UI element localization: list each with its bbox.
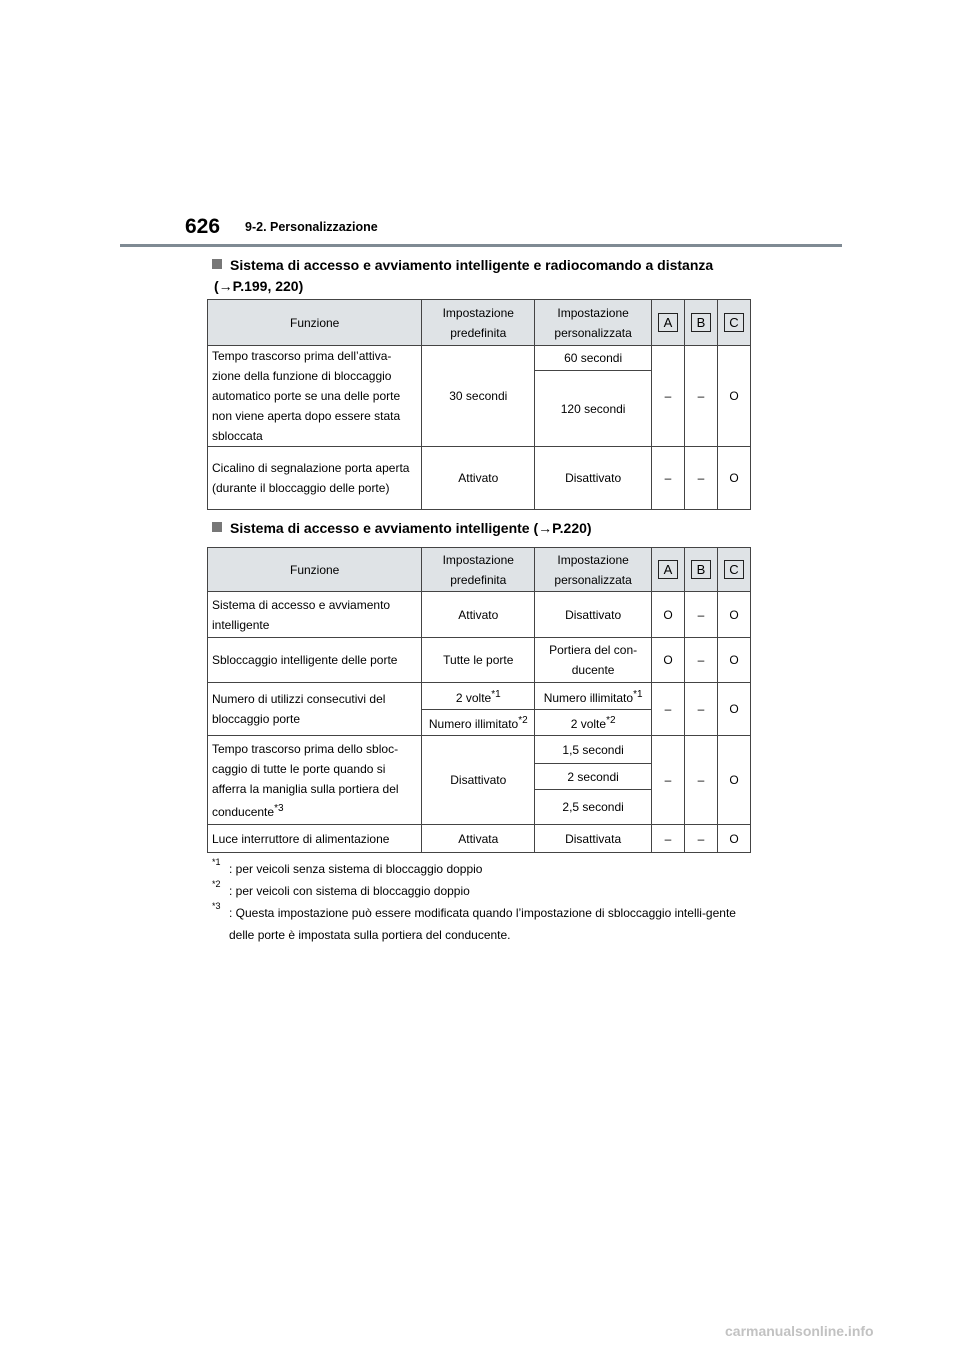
section2-heading bbox=[212, 518, 592, 539]
footnotes bbox=[212, 858, 752, 946]
row-custom: 2 volte$^{*2}$ bbox=[535, 710, 652, 736]
col-a: A bbox=[652, 300, 685, 346]
row-default: Attivato bbox=[422, 592, 535, 638]
row-custom: Portiera del con-ducente bbox=[535, 638, 652, 683]
row-function: Tempo trascorso prima dello sbloc-caggio di tutte le porte quando si afferra la maniglia sulla portiera del conducente$^{*3}$ bbox=[208, 736, 422, 825]
col-b: B bbox=[685, 300, 718, 346]
row-b: – bbox=[685, 447, 718, 510]
section1-title-line2: (→P.199, 220) bbox=[214, 278, 304, 294]
row-custom: 2,5 secondi bbox=[535, 790, 652, 825]
settings-table-1 bbox=[207, 299, 751, 510]
row-b: – bbox=[685, 736, 718, 825]
col-a: A bbox=[652, 548, 685, 592]
col-default: Impostazione predefinita bbox=[422, 548, 535, 592]
row-default: Numero illimitato$^{*2}$ bbox=[422, 710, 535, 736]
section2-title: Sistema di accesso e avviamento intelligente (→P.220) bbox=[230, 520, 592, 536]
table-header bbox=[208, 548, 751, 592]
row-a: – bbox=[652, 346, 685, 447]
row-custom: 60 secondi bbox=[535, 346, 652, 371]
footnote: *3 : Questa impostazione può essere modificata quando l’impostazione di sbloccaggio intelli-gente delle porte è impostata sulla portiera del conducente. bbox=[212, 901, 736, 942]
section1-title-line1: Sistema di accesso e avviamento intelligente e radiocomando a distanza bbox=[230, 257, 714, 273]
row-c: O bbox=[717, 592, 750, 638]
row-c: O bbox=[717, 683, 750, 736]
row-c: O bbox=[717, 346, 750, 447]
row-c: O bbox=[717, 825, 750, 853]
row-custom: 2 secondi bbox=[535, 764, 652, 790]
col-c: C bbox=[717, 548, 750, 592]
row-b: – bbox=[685, 592, 718, 638]
row-custom: Numero illimitato$^{*1}$ bbox=[535, 683, 652, 710]
bullet-square-icon bbox=[212, 522, 222, 532]
header-rule bbox=[120, 244, 842, 247]
row-custom: Disattivato bbox=[535, 447, 652, 510]
col-c: C bbox=[717, 300, 750, 346]
row-default: 30 secondi bbox=[422, 346, 535, 447]
col-function: Funzione bbox=[208, 300, 422, 346]
row-c: O bbox=[717, 447, 750, 510]
row-function: Sistema di accesso e avviamento intelligente bbox=[208, 592, 422, 638]
row-function: Cicalino di segnalazione porta aperta (durante il bloccaggio delle porte) bbox=[208, 447, 422, 510]
row-custom: Disattivata bbox=[535, 825, 652, 853]
table-row bbox=[208, 736, 751, 764]
col-function: Funzione bbox=[208, 548, 422, 592]
row-a: – bbox=[652, 825, 685, 853]
row-function: Sbloccaggio intelligente delle porte bbox=[208, 638, 422, 683]
row-custom: 120 secondi bbox=[535, 371, 652, 447]
row-default: Disattivato bbox=[422, 736, 535, 825]
col-b: B bbox=[685, 548, 718, 592]
row-a: – bbox=[652, 447, 685, 510]
row-custom: 1,5 secondi bbox=[535, 736, 652, 764]
table-row bbox=[208, 825, 751, 853]
section-header: 9-2. Personalizzazione bbox=[245, 220, 378, 234]
row-function: Tempo trascorso prima dell’attiva-zione della funzione di bloccaggio automatico porte se una delle porte non viene aperta dopo essere stata sbloccata bbox=[208, 346, 422, 447]
row-default: Attivata bbox=[422, 825, 535, 853]
row-c: O bbox=[717, 736, 750, 825]
table-row bbox=[208, 638, 751, 683]
watermark: carmanualsonline.info bbox=[725, 1323, 874, 1339]
col-custom: Impostazione personalizzata bbox=[535, 548, 652, 592]
row-a: – bbox=[652, 683, 685, 736]
row-b: – bbox=[685, 683, 718, 736]
table-header bbox=[208, 300, 751, 346]
row-default: Attivato bbox=[422, 447, 535, 510]
row-custom: Disattivato bbox=[535, 592, 652, 638]
row-a: – bbox=[652, 736, 685, 825]
row-a: O bbox=[652, 638, 685, 683]
bullet-square-icon bbox=[212, 259, 222, 269]
row-b: – bbox=[685, 638, 718, 683]
row-default: Tutte le porte bbox=[422, 638, 535, 683]
row-b: – bbox=[685, 825, 718, 853]
footnote: *1 : per veicoli senza sistema di bloccaggio doppio bbox=[212, 857, 483, 876]
table-row bbox=[208, 346, 751, 371]
col-default: Impostazione predefinita bbox=[422, 300, 535, 346]
row-default: 2 volte$^{*1}$ bbox=[422, 683, 535, 710]
col-custom: Impostazione personalizzata bbox=[535, 300, 652, 346]
row-b: – bbox=[685, 346, 718, 447]
row-a: O bbox=[652, 592, 685, 638]
row-c: O bbox=[717, 638, 750, 683]
footnote: *2 : per veicoli con sistema di bloccaggio doppio bbox=[212, 879, 470, 898]
row-function: Numero di utilizzi consecutivi del bloccaggio porte bbox=[208, 683, 422, 736]
row-function: Luce interruttore di alimentazione bbox=[208, 825, 422, 853]
page-number: 626 bbox=[185, 215, 221, 238]
settings-table-2 bbox=[207, 547, 751, 853]
table-row bbox=[208, 592, 751, 638]
table-row bbox=[208, 447, 751, 510]
section1-heading bbox=[212, 255, 713, 297]
table-row bbox=[208, 683, 751, 710]
